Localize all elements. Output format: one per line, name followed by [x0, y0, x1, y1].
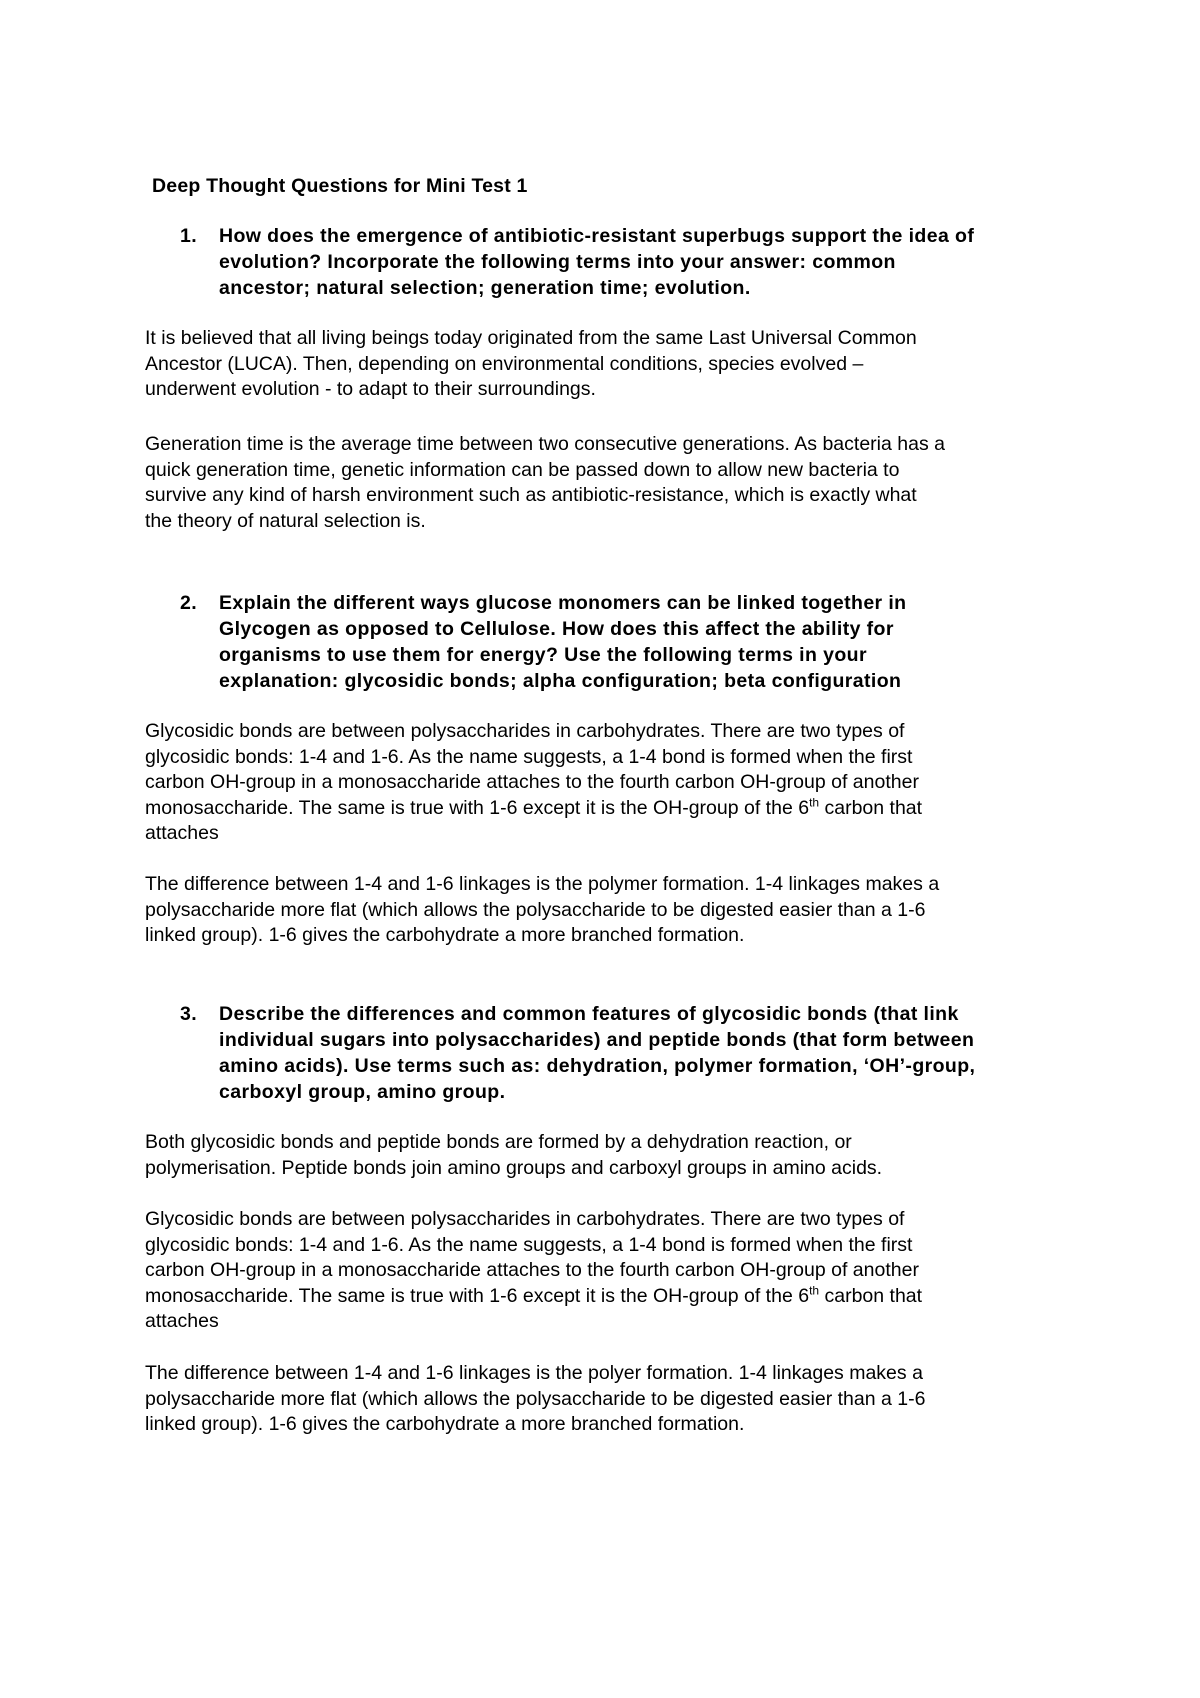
question-text [219, 223, 1080, 301]
question-text [219, 590, 1080, 694]
answer-line: Glycosidic bonds are between polysaccharides in carbohydrates. There are two types of [145, 720, 905, 742]
question-line: individual sugars into polysaccharides) and peptide bonds (that form between [219, 1029, 975, 1051]
answer-line: The difference between 1-4 and 1-6 linkages is the polyer formation. 1-4 linkages makes a [145, 1362, 923, 1384]
answer-line: linked group). 1-6 gives the carbohydrate a more branched formation. [145, 1413, 745, 1436]
question-line: explanation: glycosidic bonds; alpha configuration; beta configuration [219, 670, 902, 692]
question-2 [180, 590, 1080, 694]
answer-line: polysaccharide more flat (which allows the polysaccharide to be digested easier than a 1-6 [145, 898, 926, 921]
question-number: 2. [180, 592, 198, 614]
answer-paragraph [145, 1361, 1085, 1438]
answer-line: underwent evolution - to adapt to their surroundings. [145, 378, 596, 401]
superscript: th [809, 795, 820, 810]
answer-line: It is believed that all living beings today originated from the same Last Universal Common [145, 327, 917, 349]
answer-line: Both glycosidic bonds and peptide bonds are formed by a dehydration reaction, or [145, 1131, 852, 1153]
superscript: th [809, 1283, 820, 1298]
question-line: evolution? Incorporate the following terms into your answer: common [219, 251, 896, 273]
answer-line: polysaccharide more flat (which allows the polysaccharide to be digested easier than a 1-6 [145, 1387, 926, 1410]
answer-line: monosaccharide. The same is true with 1-6 except it is the OH-group of the 6th carbon that [145, 795, 923, 819]
answer-line: Ancestor (LUCA). Then, depending on environmental conditions, species evolved – [145, 352, 864, 375]
document-title: Deep Thought Questions for Mini Test 1 [152, 175, 528, 197]
answer-paragraph [145, 1130, 1085, 1181]
question-1 [180, 223, 1080, 301]
question-line: How does the emergence of antibiotic-resistant superbugs support the idea of [219, 225, 975, 247]
question-line: organisms to use them for energy? Use the following terms in your [219, 644, 867, 666]
answer-paragraph [145, 432, 1085, 534]
question-number: 1. [180, 225, 198, 247]
answer-line: the theory of natural selection is. [145, 509, 426, 532]
answer-line: monosaccharide. The same is true with 1-6 except it is the OH-group of the 6th carbon that [145, 1283, 923, 1307]
answer-line: attaches [145, 822, 219, 845]
question-3 [180, 1001, 1080, 1105]
question-line: amino acids). Use terms such as: dehydration, polymer formation, ‘OH’-group, [219, 1055, 976, 1077]
answer-paragraph [145, 719, 1085, 847]
answer-line: glycosidic bonds: 1-4 and 1-6. As the name suggests, a 1-4 bond is formed when the first [145, 1233, 913, 1256]
question-text [219, 1001, 1080, 1105]
question-line: ancestor; natural selection; generation time; evolution. [219, 277, 751, 299]
answer-line: carbon OH-group in a monosaccharide attaches to the fourth carbon OH-group of another [145, 771, 919, 794]
question-line: Glycogen as opposed to Cellulose. How does this affect the ability for [219, 618, 894, 640]
answer-paragraph [145, 872, 1085, 949]
answer-line: linked group). 1-6 gives the carbohydrate a more branched formation. [145, 924, 745, 947]
question-number: 3. [180, 1003, 198, 1025]
answer-line: attaches [145, 1310, 219, 1333]
answer-line: carbon OH-group in a monosaccharide attaches to the fourth carbon OH-group of another [145, 1259, 919, 1282]
question-line: Describe the differences and common features of glycosidic bonds (that link [219, 1003, 959, 1025]
question-line: Explain the different ways glucose monomers can be linked together in [219, 592, 907, 614]
answer-line: polymerisation. Peptide bonds join amino groups and carboxyl groups in amino acids. [145, 1156, 883, 1179]
answer-line: The difference between 1-4 and 1-6 linkages is the polymer formation. 1-4 linkages makes a [145, 873, 940, 895]
answer-line: survive any kind of harsh environment such as antibiotic-resistance, which is exactly what [145, 484, 917, 507]
answer-line: Glycosidic bonds are between polysaccharides in carbohydrates. There are two types of [145, 1208, 905, 1230]
answer-line: quick generation time, genetic information can be passed down to allow new bacteria to [145, 458, 900, 481]
answer-paragraph [145, 326, 1085, 403]
answer-line: Generation time is the average time between two consecutive generations. As bacteria has a [145, 433, 945, 455]
answer-line: glycosidic bonds: 1-4 and 1-6. As the name suggests, a 1-4 bond is formed when the first [145, 745, 913, 768]
answer-paragraph [145, 1207, 1085, 1335]
question-line: carboxyl group, amino group. [219, 1081, 506, 1103]
